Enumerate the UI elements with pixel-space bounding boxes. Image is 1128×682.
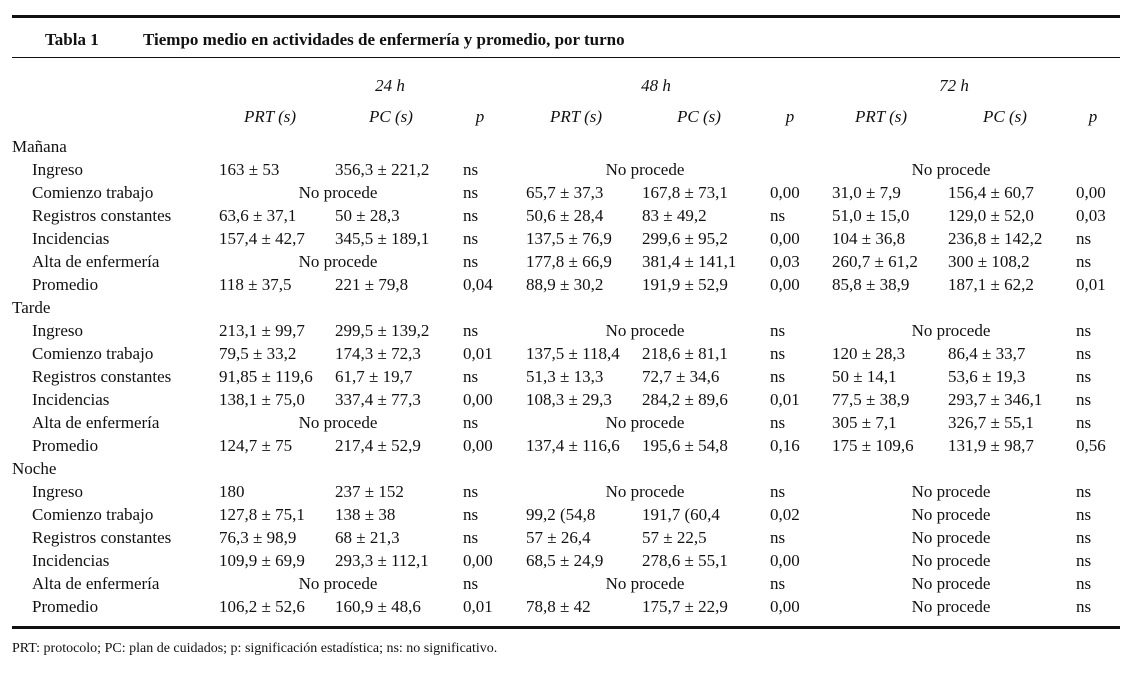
value-cell: 167,8 ± 73,1 [642, 183, 728, 202]
value-cell: 381,4 ± 141,1 [642, 252, 737, 271]
p-value-cell: ns [770, 344, 786, 363]
column-header: PRT (s) [549, 107, 603, 126]
value-cell: 300 ± 108,2 [948, 252, 1030, 271]
value-cell: 104 ± 36,8 [832, 229, 906, 248]
p-value-cell: 0,00 [463, 436, 493, 455]
value-cell: 91,85 ± 119,6 [219, 367, 313, 386]
value-cell: 120 ± 28,3 [832, 344, 906, 363]
value-cell: 305 ± 7,1 [832, 413, 897, 432]
p-value-cell: 0,00 [463, 390, 493, 409]
row-label: Comienzo trabajo [32, 344, 154, 363]
value-cell: No procede [911, 505, 991, 524]
section-label: Noche [12, 459, 57, 478]
row-label: Promedio [32, 597, 99, 616]
value-cell: No procede [911, 482, 991, 501]
p-value-cell: 0,03 [1076, 206, 1106, 225]
value-cell: 299,5 ± 139,2 [335, 321, 430, 340]
p-value-cell: ns [463, 321, 479, 340]
p-value-cell: ns [1076, 597, 1092, 616]
value-cell: No procede [605, 160, 685, 179]
row-label: Incidencias [32, 390, 110, 409]
row-label: Ingreso [32, 482, 83, 501]
p-value-cell: ns [463, 252, 479, 271]
p-value-cell: 0,04 [463, 275, 493, 294]
group-header: 72 h [939, 76, 969, 95]
value-cell: 83 ± 49,2 [642, 206, 707, 225]
p-value-cell: 0,56 [1076, 436, 1106, 455]
p-value-cell: 0,01 [463, 597, 493, 616]
p-value-cell: ns [463, 183, 479, 202]
value-cell: 85,8 ± 38,9 [832, 275, 910, 294]
p-value-cell: ns [463, 413, 479, 432]
p-value-cell: ns [463, 367, 479, 386]
value-cell: 77,5 ± 38,9 [832, 390, 910, 409]
value-cell: 88,9 ± 30,2 [526, 275, 604, 294]
group-header: 48 h [641, 76, 671, 95]
value-cell: 76,3 ± 98,9 [219, 528, 297, 547]
column-header: p [475, 107, 485, 126]
value-cell: 79,5 ± 33,2 [219, 344, 297, 363]
p-value-cell: 0,02 [770, 505, 800, 524]
p-value-cell: ns [770, 574, 786, 593]
p-value-cell: ns [770, 482, 786, 501]
p-value-cell: ns [1076, 321, 1092, 340]
p-value-cell: 0,00 [770, 183, 800, 202]
value-cell: 106,2 ± 52,6 [219, 597, 305, 616]
row-label: Alta de enfermería [32, 252, 160, 271]
column-header: PC (s) [983, 107, 1027, 126]
value-cell: 109,9 ± 69,9 [219, 551, 305, 570]
value-cell: 137,5 ± 118,4 [526, 344, 620, 363]
value-cell: No procede [605, 413, 685, 432]
row-label: Comienzo trabajo [32, 505, 154, 524]
column-header: PC (s) [677, 107, 721, 126]
p-value-cell: 0,01 [463, 344, 493, 363]
row-label: Ingreso [32, 321, 83, 340]
row-label: Promedio [32, 436, 99, 455]
value-cell: 118 ± 37,5 [219, 275, 292, 294]
value-cell: 337,4 ± 77,3 [335, 390, 421, 409]
value-cell: 99,2 (54,8 [526, 505, 596, 524]
value-cell: 78,8 ± 42 [526, 597, 591, 616]
value-cell: 131,9 ± 98,7 [948, 436, 1034, 455]
value-cell: No procede [605, 574, 685, 593]
p-value-cell: ns [1076, 367, 1092, 386]
value-cell: 293,7 ± 346,1 [948, 390, 1043, 409]
value-cell: 57 ± 22,5 [642, 528, 707, 547]
value-cell: 187,1 ± 62,2 [948, 275, 1034, 294]
column-header: PC (s) [369, 107, 413, 126]
value-cell: 175,7 ± 22,9 [642, 597, 728, 616]
value-cell: 124,7 ± 75 [219, 436, 293, 455]
value-cell: No procede [298, 252, 378, 271]
p-value-cell: ns [1076, 252, 1092, 271]
value-cell: 138,1 ± 75,0 [219, 390, 305, 409]
value-cell: 163 ± 53 [219, 160, 280, 179]
p-value-cell: ns [770, 528, 786, 547]
value-cell: No procede [911, 597, 991, 616]
value-cell: 326,7 ± 55,1 [948, 413, 1034, 432]
value-cell: 213,1 ± 99,7 [219, 321, 305, 340]
value-cell: 65,7 ± 37,3 [526, 183, 604, 202]
p-value-cell: 0,00 [770, 551, 800, 570]
row-label: Registros constantes [32, 367, 172, 386]
p-value-cell: ns [1076, 390, 1092, 409]
column-header: p [785, 107, 795, 126]
table-number: Tabla 1 [45, 30, 99, 49]
p-value-cell: ns [1076, 528, 1092, 547]
value-cell: 61,7 ± 19,7 [335, 367, 413, 386]
p-value-cell: ns [1076, 482, 1092, 501]
table-title: Tiempo medio en actividades de enfermería y promedio, por turno [143, 30, 625, 49]
p-value-cell: ns [463, 528, 479, 547]
value-cell: 53,6 ± 19,3 [948, 367, 1026, 386]
p-value-cell: ns [463, 206, 479, 225]
value-cell: 86,4 ± 33,7 [948, 344, 1026, 363]
p-value-cell: 0,00 [770, 597, 800, 616]
p-value-cell: ns [1076, 551, 1092, 570]
p-value-cell: ns [1076, 505, 1092, 524]
value-cell: 177,8 ± 66,9 [526, 252, 612, 271]
value-cell: 293,3 ± 112,1 [335, 551, 429, 570]
value-cell: 50,6 ± 28,4 [526, 206, 604, 225]
value-cell: 356,3 ± 221,2 [335, 160, 430, 179]
value-cell: 345,5 ± 189,1 [335, 229, 430, 248]
p-value-cell: ns [770, 413, 786, 432]
row-label: Comienzo trabajo [32, 183, 154, 202]
p-value-cell: ns [1076, 574, 1092, 593]
value-cell: 72,7 ± 34,6 [642, 367, 720, 386]
value-cell: 221 ± 79,8 [335, 275, 409, 294]
p-value-cell: 0,03 [770, 252, 800, 271]
value-cell: 156,4 ± 60,7 [948, 183, 1034, 202]
row-label: Incidencias [32, 229, 110, 248]
value-cell: 174,3 ± 72,3 [335, 344, 421, 363]
column-header: PRT (s) [854, 107, 908, 126]
value-cell: 108,3 ± 29,3 [526, 390, 612, 409]
value-cell: 137,4 ± 116,6 [526, 436, 620, 455]
value-cell: No procede [911, 551, 991, 570]
value-cell: 284,2 ± 89,6 [642, 390, 728, 409]
p-value-cell: 0,01 [770, 390, 800, 409]
table-footnote: PRT: protocolo; PC: plan de cuidados; p: significación estadística; ns: no significativo. [12, 641, 498, 656]
p-value-cell: ns [463, 482, 479, 501]
value-cell: 180 [219, 482, 245, 501]
group-header: 24 h [375, 76, 405, 95]
value-cell: 68 ± 21,3 [335, 528, 400, 547]
value-cell: 191,7 (60,4 [642, 505, 720, 524]
p-value-cell: ns [1076, 344, 1092, 363]
p-value-cell: 0,00 [770, 275, 800, 294]
value-cell: 137,5 ± 76,9 [526, 229, 612, 248]
value-cell: 195,6 ± 54,8 [642, 436, 728, 455]
value-cell: No procede [605, 321, 685, 340]
p-value-cell: ns [1076, 413, 1092, 432]
value-cell: 51,3 ± 13,3 [526, 367, 604, 386]
value-cell: 129,0 ± 52,0 [948, 206, 1034, 225]
value-cell: No procede [298, 183, 378, 202]
value-cell: No procede [911, 528, 991, 547]
value-cell: 191,9 ± 52,9 [642, 275, 728, 294]
row-label: Alta de enfermería [32, 574, 160, 593]
value-cell: 63,6 ± 37,1 [219, 206, 297, 225]
value-cell: No procede [911, 321, 991, 340]
column-header: p [1088, 107, 1098, 126]
value-cell: 217,4 ± 52,9 [335, 436, 421, 455]
value-cell: No procede [911, 160, 991, 179]
p-value-cell: ns [770, 367, 786, 386]
value-cell: 31,0 ± 7,9 [832, 183, 901, 202]
p-value-cell: 0,16 [770, 436, 800, 455]
value-cell: 51,0 ± 15,0 [832, 206, 910, 225]
column-header: PRT (s) [243, 107, 297, 126]
value-cell: 218,6 ± 81,1 [642, 344, 728, 363]
value-cell: 127,8 ± 75,1 [219, 505, 305, 524]
p-value-cell: 0,00 [463, 551, 493, 570]
p-value-cell: 0,00 [770, 229, 800, 248]
value-cell: 175 ± 109,6 [832, 436, 914, 455]
section-label: Tarde [12, 298, 51, 317]
value-cell: 68,5 ± 24,9 [526, 551, 604, 570]
section-label: Mañana [12, 137, 67, 156]
p-value-cell: ns [463, 229, 479, 248]
p-value-cell: ns [770, 321, 786, 340]
row-label: Incidencias [32, 551, 110, 570]
p-value-cell: ns [1076, 229, 1092, 248]
value-cell: 299,6 ± 95,2 [642, 229, 728, 248]
p-value-cell: ns [463, 574, 479, 593]
bottom-rule [12, 626, 1120, 629]
value-cell: No procede [605, 482, 685, 501]
p-value-cell: ns [463, 160, 479, 179]
row-label: Ingreso [32, 160, 83, 179]
value-cell: 260,7 ± 61,2 [832, 252, 918, 271]
value-cell: 57 ± 26,4 [526, 528, 591, 547]
row-label: Registros constantes [32, 528, 172, 547]
value-cell: 157,4 ± 42,7 [219, 229, 305, 248]
p-value-cell: ns [770, 206, 786, 225]
value-cell: 50 ± 28,3 [335, 206, 400, 225]
value-cell: 237 ± 152 [335, 482, 404, 501]
value-cell: 160,9 ± 48,6 [335, 597, 421, 616]
p-value-cell: ns [463, 505, 479, 524]
value-cell: No procede [298, 574, 378, 593]
row-label: Registros constantes [32, 206, 172, 225]
p-value-cell: 0,01 [1076, 275, 1106, 294]
value-cell: 138 ± 38 [335, 505, 396, 524]
value-cell: 236,8 ± 142,2 [948, 229, 1043, 248]
value-cell: No procede [298, 413, 378, 432]
row-label: Promedio [32, 275, 99, 294]
value-cell: No procede [911, 574, 991, 593]
p-value-cell: 0,00 [1076, 183, 1106, 202]
value-cell: 50 ± 14,1 [832, 367, 897, 386]
row-label: Alta de enfermería [32, 413, 160, 432]
value-cell: 278,6 ± 55,1 [642, 551, 728, 570]
